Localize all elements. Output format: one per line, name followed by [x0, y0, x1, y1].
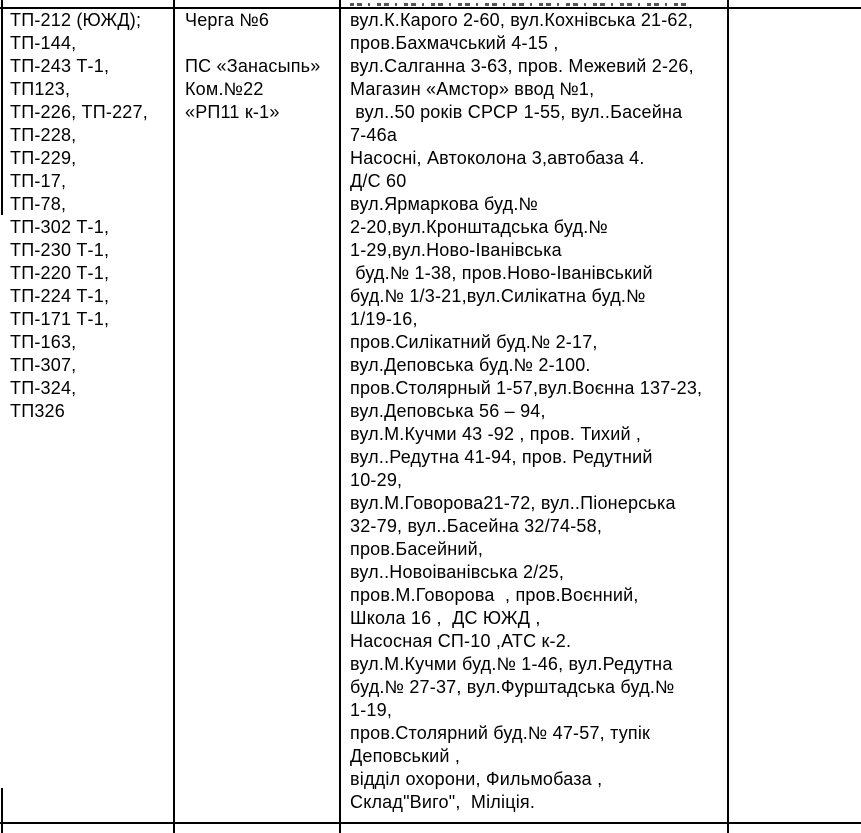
tp-list-cell — [10, 9, 170, 423]
table-border-left-top — [1, 0, 3, 215]
text-line: вул..Новоіванівська 2/25, — [350, 562, 565, 582]
text-line: 7-46а — [350, 125, 398, 145]
text-line: Ком.№22 — [185, 79, 264, 99]
text-line: Черга №6 — [185, 10, 270, 30]
text-line: 1-19, — [350, 700, 393, 720]
text-line: буд.№ 1/3-21,вул.Силікатна буд.№ — [350, 286, 646, 306]
text-line: ТП-163, — [10, 332, 77, 352]
text-line: вул.М.Кучми буд.№ 1-46, вул.Редутна — [350, 654, 673, 674]
text-line: пров.М.Говорова , пров.Воєнний, — [350, 585, 639, 605]
text-line: буд.№ 1-38, пров.Ново-Іванівський — [350, 263, 653, 283]
text-line: ТП-307, — [10, 355, 77, 375]
text-line: ТП-224 Т-1, — [10, 286, 110, 306]
text-line: Д/С 60 — [350, 171, 407, 191]
text-line: пров.Басейний, — [350, 539, 484, 559]
text-line: ТП-220 Т-1, — [10, 263, 110, 283]
text-line: ТП-171 Т-1, — [10, 309, 110, 329]
text-line: пров.Столярный 1-57,вул.Воєнна 137-23, — [350, 378, 703, 398]
text-line: вул.Салганна 3-63, пров. Межевий 2-26, — [350, 56, 694, 76]
text-line: вул.К.Карого 2-60, вул.Кохнівська 21-62, — [350, 10, 694, 30]
text-line: вул.Деповська буд.№ 2-100. — [350, 355, 591, 375]
text-line: ТП123, — [10, 79, 71, 99]
text-line: ТП-324, — [10, 378, 77, 398]
addresses-cell — [350, 9, 725, 814]
text-line: Насосні, Автоколона 3,автобаза 4. — [350, 148, 645, 168]
text-line: 1-29,вул.Ново-Іванівська — [350, 240, 562, 260]
text-line: вул.Ярмаркова буд.№ — [350, 194, 539, 214]
text-line: 32-79, вул..Басейна 32/74-58, — [350, 516, 603, 536]
text-line: ТП-212 (ЮЖД); — [10, 10, 142, 30]
text-line: ПС «Занасыпь» — [185, 56, 321, 76]
text-line: вул..50 років СРСР 1-55, вул..Басейна — [350, 102, 683, 122]
table-border-col3-col4 — [727, 0, 729, 833]
text-line: вул.Деповська 56 – 94, — [350, 401, 546, 421]
text-line: 2-20,вул.Кронштадська буд.№ — [350, 217, 608, 237]
queue-cell — [185, 9, 335, 124]
text-line: ТП-226, ТП-227, — [10, 102, 148, 122]
text-line: пров.Бахмачський 4-15 , — [350, 33, 559, 53]
text-line: 10-29, — [350, 470, 403, 490]
clipped-previous-row-text — [350, 3, 690, 6]
text-line: пров.Силікатний буд.№ 2-17, — [350, 332, 598, 352]
text-line: відділ охорони, Фильмобаза , — [350, 769, 603, 789]
text-line: ТП-228, — [10, 125, 77, 145]
table-border-bottom — [0, 822, 861, 824]
text-line: ТП-78, — [10, 194, 67, 214]
text-line: ТП326 — [10, 401, 65, 421]
text-line: Деповський , — [350, 746, 461, 766]
text-line: вул.М.Кучми 43 -92 , пров. Тихий , — [350, 424, 642, 444]
text-line: ТП-243 Т-1, — [10, 56, 110, 76]
text-line: ТП-302 Т-1, — [10, 217, 110, 237]
text-line: ТП-144, — [10, 33, 77, 53]
table-border-left-bottom — [1, 788, 3, 833]
text-line: ТП-230 Т-1, — [10, 240, 110, 260]
text-line: 1/19-16, — [350, 309, 418, 329]
text-line: Школа 16 , ДС ЮЖД , — [350, 608, 541, 628]
text-line: ТП-229, — [10, 148, 77, 168]
text-line: вул.М.Говорова21-72, вул..Піонерська — [350, 493, 676, 513]
text-line: пров.Столярний буд.№ 47-57, тупік — [350, 723, 651, 743]
text-line: ТП-17, — [10, 171, 67, 191]
text-line: вул..Редутна 41-94, пров. Редутний — [350, 447, 653, 467]
text-line: буд.№ 27-37, вул.Фурштадська буд.№ — [350, 677, 675, 697]
text-line: Насосная СП-10 ,АТС к-2. — [350, 631, 572, 651]
table-border-col2-col3 — [339, 0, 341, 833]
text-line: «РП11 к-1» — [185, 102, 280, 122]
text-line: Магазин «Амстор» ввод №1, — [350, 79, 595, 99]
text-line — [185, 32, 335, 55]
text-line: Склад"Виго", Міліція. — [350, 792, 536, 812]
table-border-col1-col2 — [173, 0, 175, 833]
